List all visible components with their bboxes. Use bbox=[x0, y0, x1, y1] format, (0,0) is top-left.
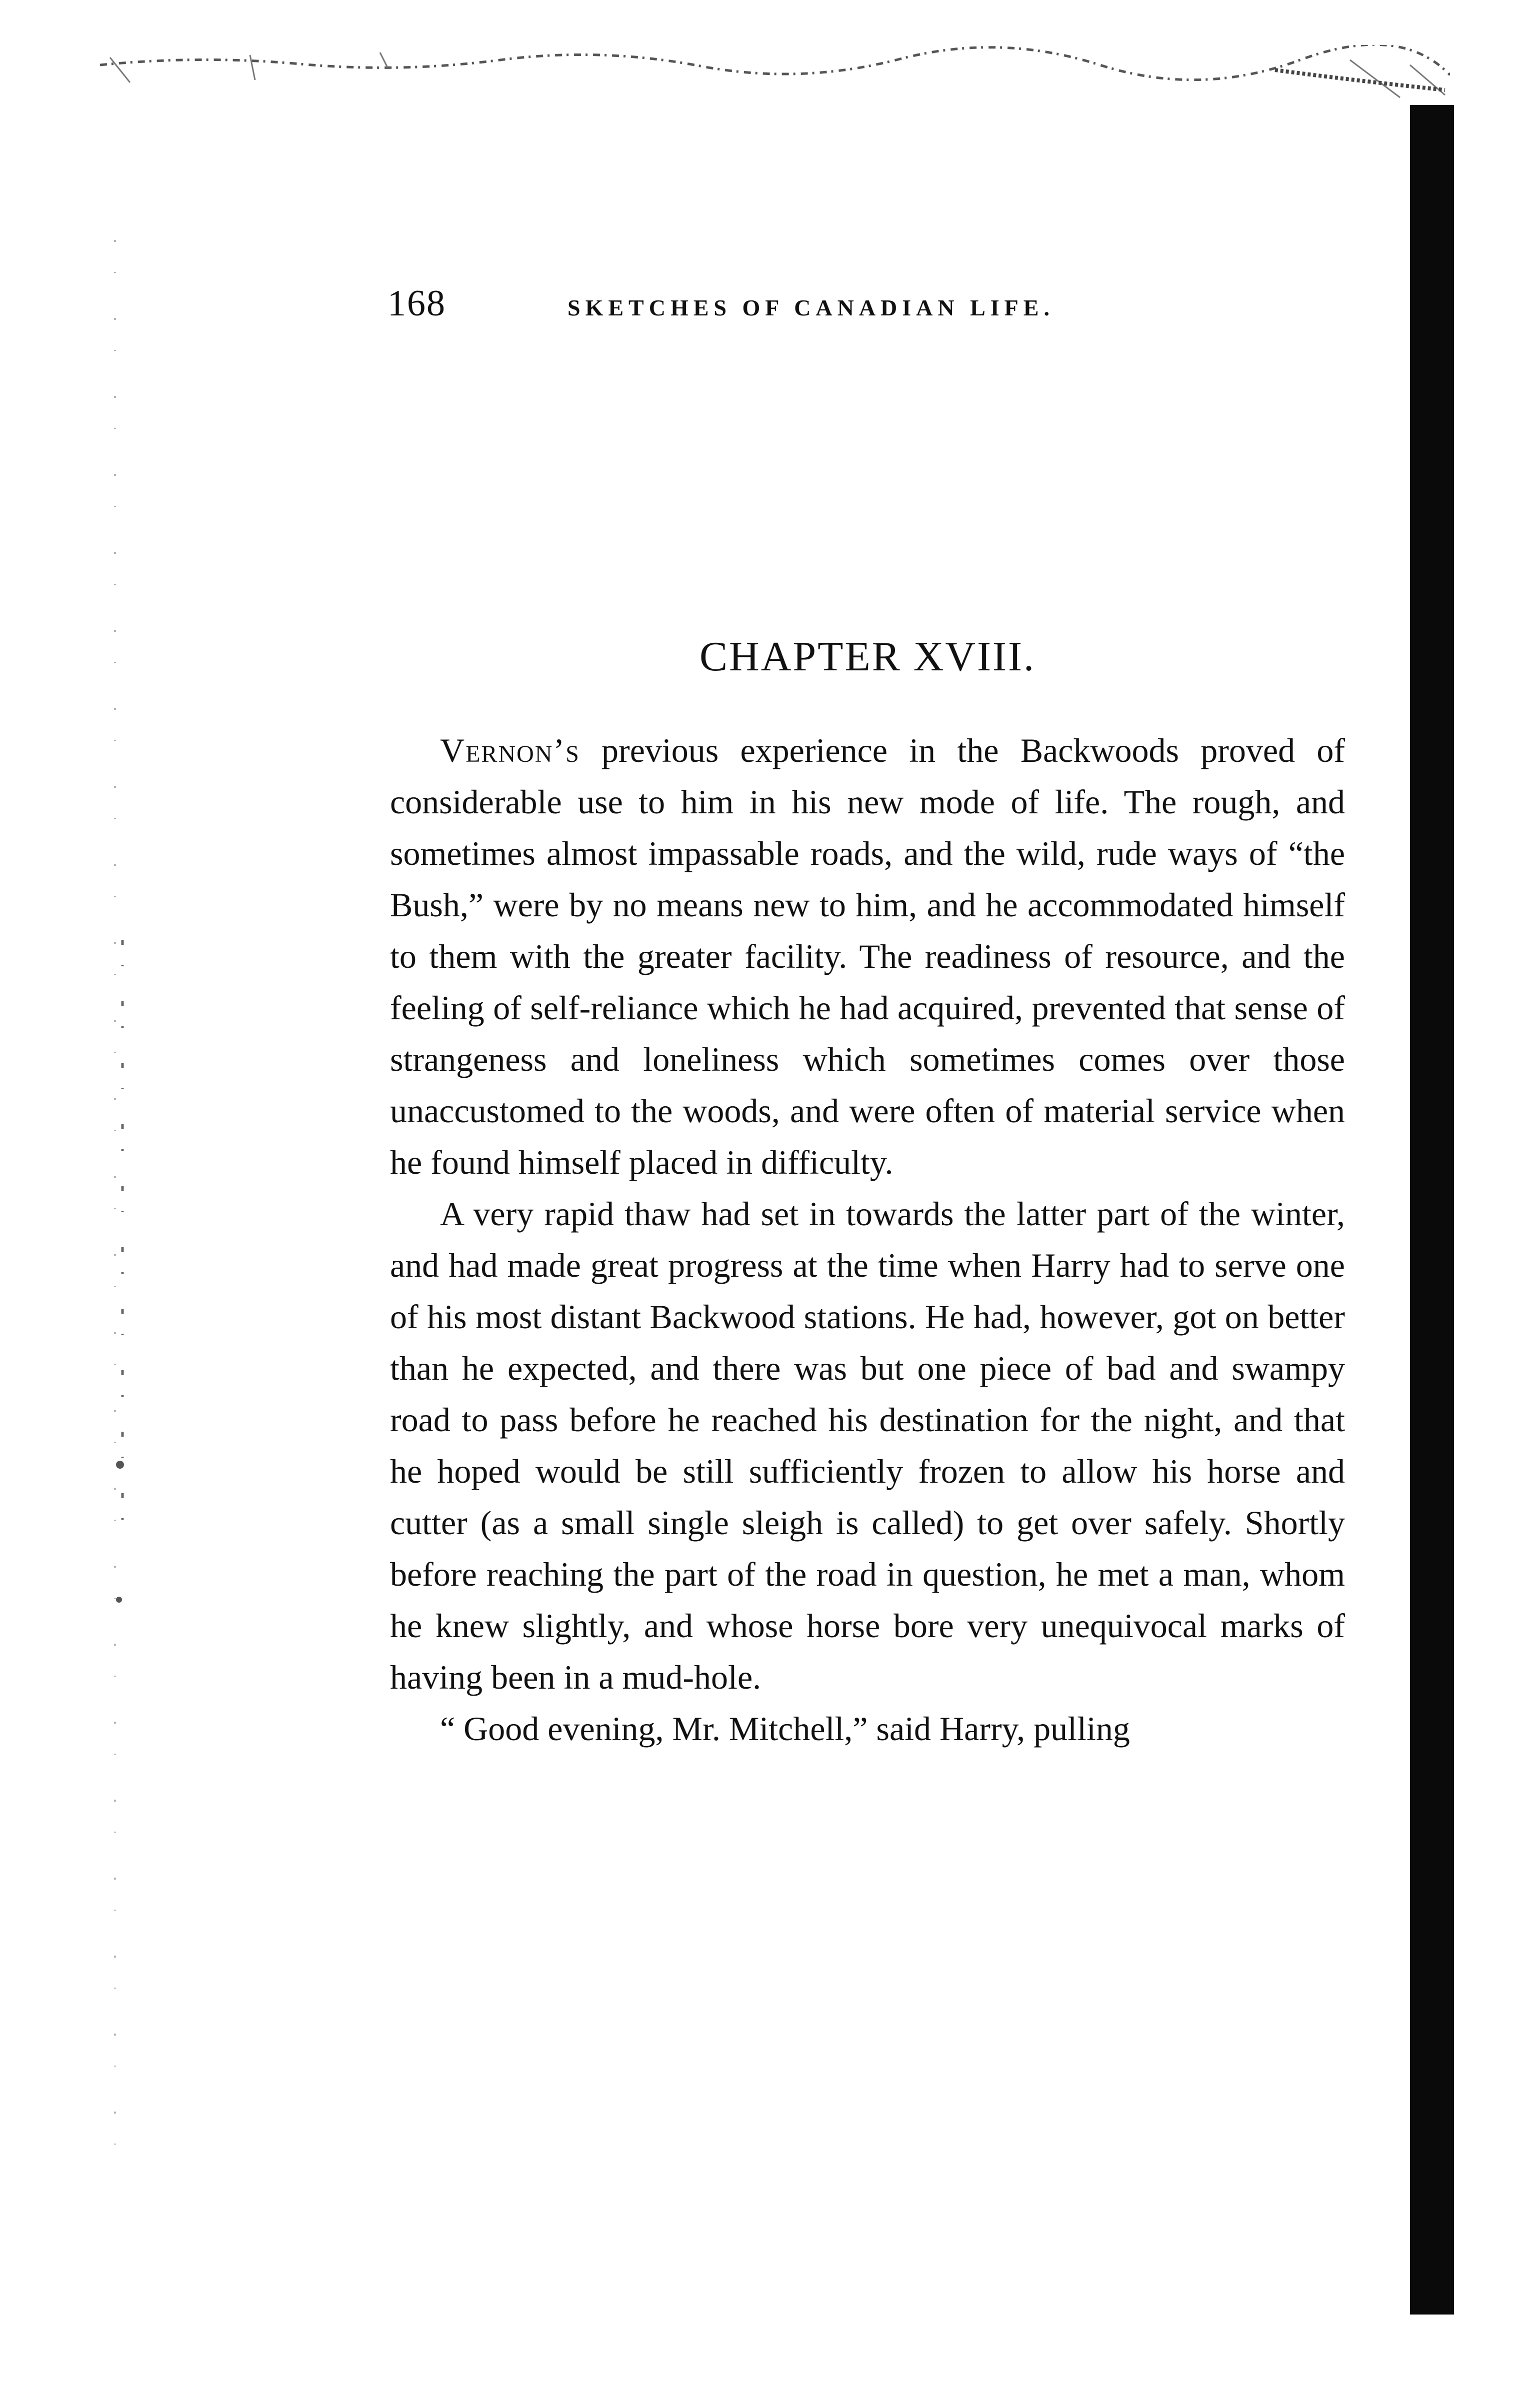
page-number: 168 bbox=[388, 283, 446, 324]
lead-word: Vernon’s bbox=[440, 731, 580, 769]
margin-specks bbox=[95, 240, 140, 2190]
paragraph bbox=[390, 725, 1345, 1188]
torn-top-edge bbox=[100, 45, 1450, 100]
body-text bbox=[390, 725, 1345, 1755]
running-head bbox=[388, 282, 1238, 327]
chapter-heading: CHAPTER XVIII. bbox=[700, 633, 1036, 680]
paragraph-text: A very rapid thaw had set in towards the latter part of the winter, and had made great progress at the time when Harry had to serve one of his most distant Backwood stations. He had, however, got on better than he expected, and there was but one piece of bad and swampy road to pass before he reached his destination for the night, and that he hoped would be still sufficiently frozen to allow his horse and cutter (as a small single sleigh is called) to get over safely. Shortly before reaching the part of the road in question, he met a man, whom he knew slightly, and whose horse bore very unequivocal marks of having been in a mud-hole. bbox=[390, 1195, 1345, 1696]
paragraph bbox=[390, 1703, 1345, 1755]
paragraph bbox=[390, 1188, 1345, 1703]
paragraph-text: previous experience in the Backwoods proved of considerable use to him in his new mode of life. The rough, and sometimes almost impassable roads, and the wild, rude ways of “the Bush,” were by no means new to him, and he accommodated himself to them with the greater facility. The readiness of resource, and the feeling of self-reliance which he had acquired, prevented that sense of strangeness and loneliness which sometimes comes over those unaccustomed to the woods, and were often of material service when he found himself placed in difficulty. bbox=[390, 731, 1345, 1181]
paragraph-text: “ Good evening, Mr. Mitchell,” said Harry, pulling bbox=[440, 1710, 1130, 1748]
running-title: SKETCHES OF CANADIAN LIFE. bbox=[568, 295, 1054, 320]
scan-gutter-shadow bbox=[1410, 105, 1454, 2315]
